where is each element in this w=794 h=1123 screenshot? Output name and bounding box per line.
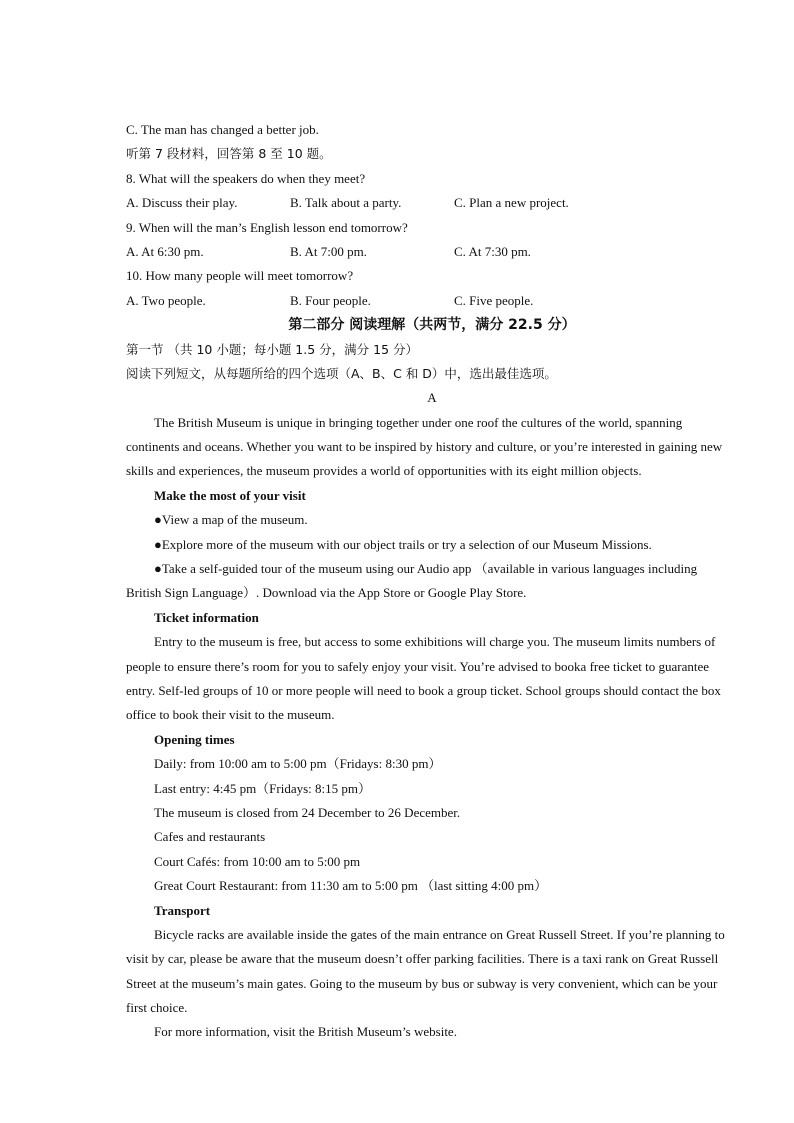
passage-line: Entry to the museum is free, but access to some exhibitions will charge you. The museum limits numbers of xyxy=(154,634,716,650)
question-8: 8. What will the speakers do when they meet? xyxy=(126,170,366,186)
passage-line: The British Museum is unique in bringing together under one roof the cultures of the world, spanning xyxy=(154,414,683,430)
q10-option-c: C. Five people. xyxy=(454,292,534,308)
passage-a xyxy=(126,411,738,1045)
question-9: 9. When will the man’s English lesson end tomorrow? xyxy=(126,219,408,235)
passage-line: Daily: from 10:00 am to 5:00 pm（Fridays: 8:30 pm） xyxy=(154,756,442,772)
q7-option-c: C. The man has changed a better job. xyxy=(126,122,319,137)
reading-instruction: 阅读下列短文，从每题所给的四个选项（A、B、C 和 D）中，选出最佳选项。 xyxy=(126,365,557,381)
page-content xyxy=(126,118,738,1045)
passage-line: ●Explore more of the museum with our object trails or try a selection of our Museum Missions. xyxy=(154,536,652,552)
passage-line: British Sign Language）. Download via the App Store or Google Play Store. xyxy=(126,585,527,601)
passage-line: skills and experiences, the museum provides a world of opportunities with its eight million objects. xyxy=(126,463,642,479)
q8-option-a: A. Discuss their play. xyxy=(126,195,238,211)
passage-line: The museum is closed from 24 December to 26 December. xyxy=(154,804,461,820)
passage-line: ●Take a self-guided tour of the museum using our Audio app （available in various languages including xyxy=(154,561,698,577)
passage-line: ●View a map of the museum. xyxy=(154,512,308,528)
passage-subheading: Opening times xyxy=(154,731,235,747)
q8-option-b: B. Talk about a party. xyxy=(290,195,402,211)
passage-line: Last entry: 4:45 pm（Fridays: 8:15 pm） xyxy=(154,780,372,796)
passage-line: continents and oceans. Whether you want to be inspired by history and culture, or you’re interested in gaining new xyxy=(126,439,723,455)
q9-option-b: B. At 7:00 pm. xyxy=(290,243,367,259)
q10-option-b: B. Four people. xyxy=(290,292,371,308)
passage-line: entry. Self-led groups of 10 or more people will need to book a group ticket. School groups should contact the box xyxy=(126,682,721,698)
part-two-title: 第二部分 阅读理解（共两节，满分 22.5 分） xyxy=(288,317,576,334)
passage-line: first choice. xyxy=(126,1000,188,1016)
passage-line: Street at the museum’s main gates. Going to the museum by bus or subway is very convenient, which can be your xyxy=(126,975,718,991)
q9-option-a: A. At 6:30 pm. xyxy=(126,243,204,259)
passage-line: Cafes and restaurants xyxy=(154,829,266,845)
passage-line: office to book their visit to the museum. xyxy=(126,707,335,723)
passage-line: For more information, visit the British Museum’s website. xyxy=(154,1024,457,1040)
question-9-options xyxy=(126,240,738,264)
question-10: 10. How many people will meet tomorrow? xyxy=(126,268,354,284)
passage-label: A xyxy=(427,390,437,406)
q8-option-c: C. Plan a new project. xyxy=(454,195,569,211)
passage-line: Great Court Restaurant: from 11:30 am to 5:00 pm （last sitting 4:00 pm） xyxy=(154,878,548,894)
passage-subheading: Transport xyxy=(154,902,211,918)
passage-line: Bicycle racks are available inside the gates of the main entrance on Great Russell Street. If you’re planning to xyxy=(154,926,725,942)
listening-instruction: 听第 7 段材料，回答第 8 至 10 题。 xyxy=(126,146,332,162)
section-one-heading: 第一节 （共 10 小题；每小题 1.5 分，满分 15 分） xyxy=(126,341,419,357)
q10-option-a: A. Two people. xyxy=(126,292,206,308)
passage-line: people to ensure there’s room for you to safely enjoy your visit. You’re advised to booka free ticket to guarantee xyxy=(126,658,710,674)
q9-option-c: C. At 7:30 pm. xyxy=(454,243,531,259)
question-8-options xyxy=(126,191,738,215)
passage-subheading: Ticket information xyxy=(154,609,259,625)
passage-line: Court Cafés: from 10:00 am to 5:00 pm xyxy=(154,853,361,869)
passage-subheading: Make the most of your visit xyxy=(154,487,306,503)
question-10-options xyxy=(126,289,738,313)
passage-line: visit by car, please be aware that the museum doesn’t offer parking facilities. There is a taxi rank on Great Russell xyxy=(126,951,719,967)
